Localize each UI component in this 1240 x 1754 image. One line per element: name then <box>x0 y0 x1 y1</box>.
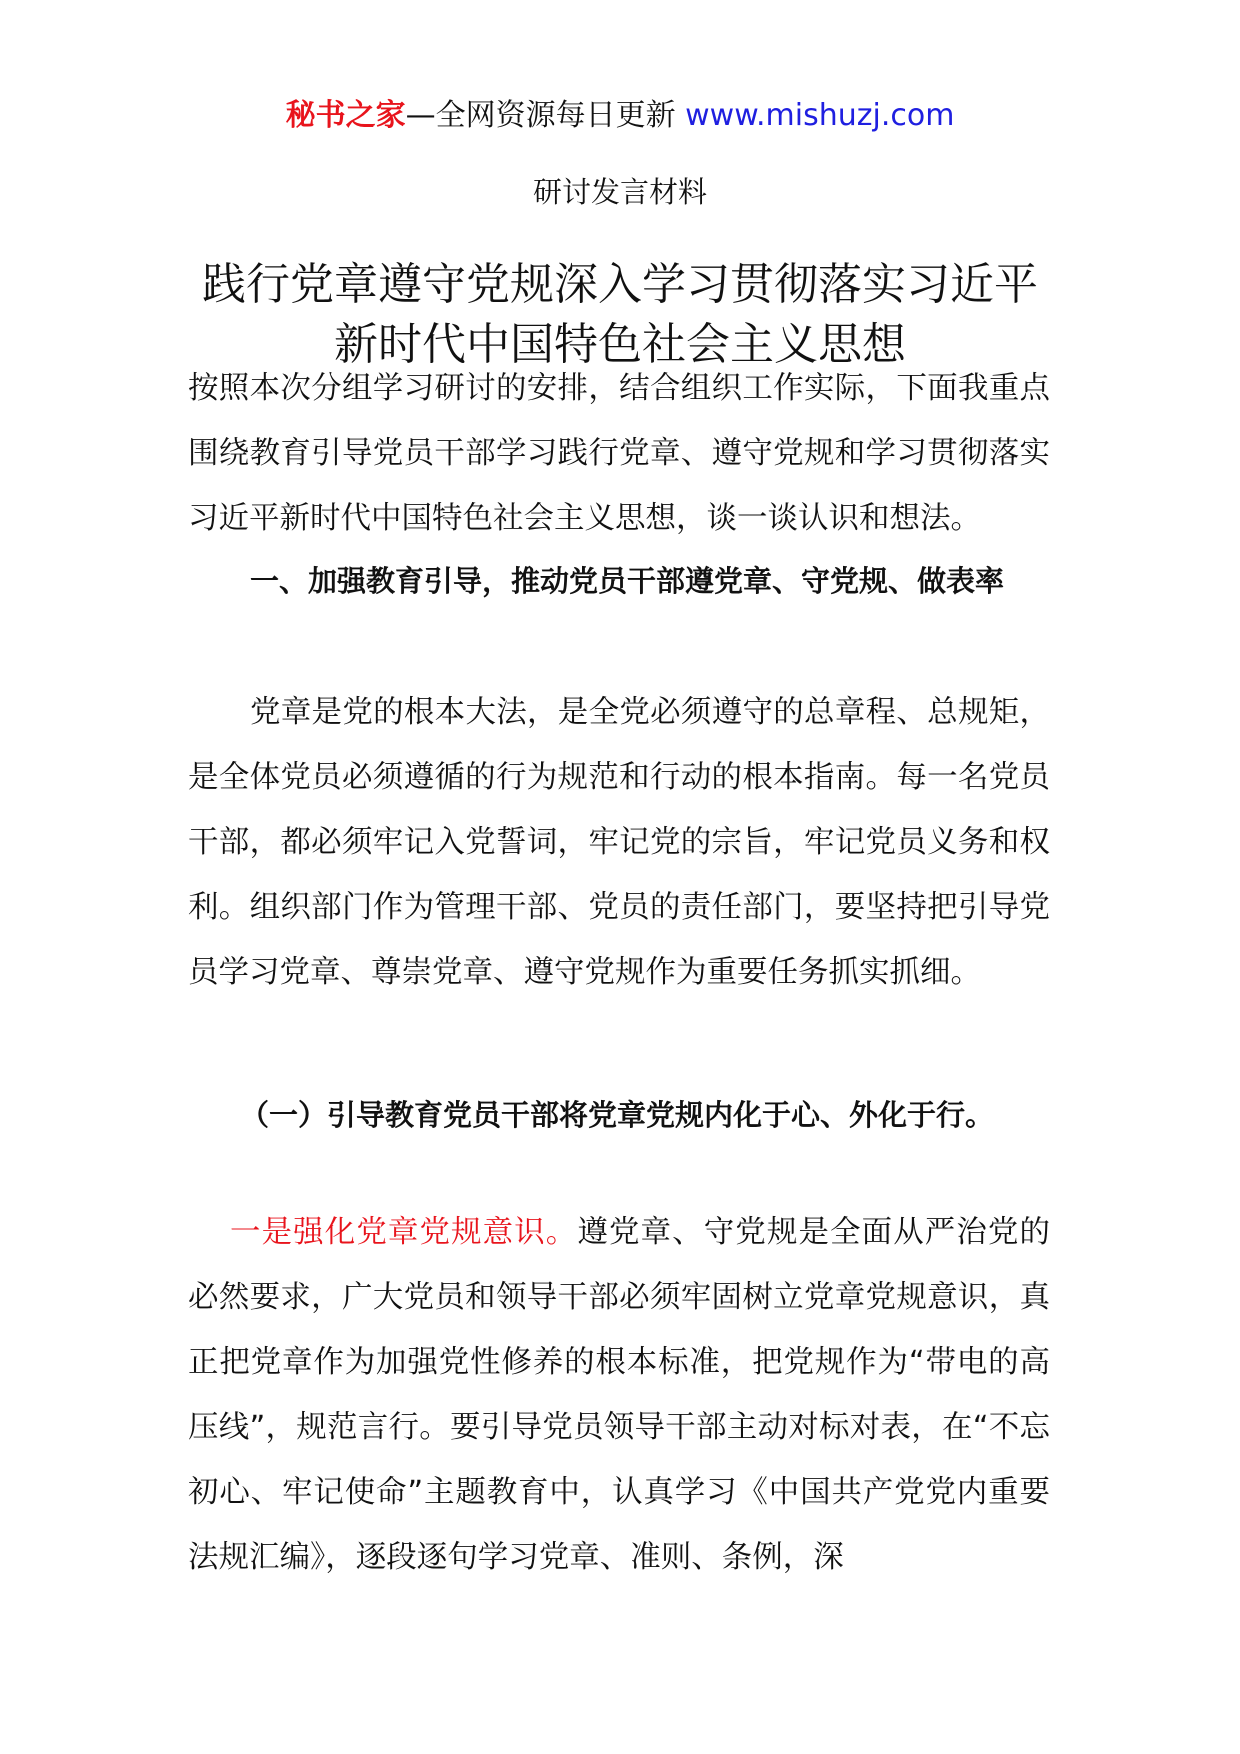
site-tagline: —全网资源每日更新 <box>405 98 686 133</box>
section-body-paragraph: 党章是党的根本大法，是全党必须遵守的总章程、总规矩，是全体党员必须遵循的行为规范和行动的根本指南。每一名党员干部，都必须牢记入党誓词，牢记党的宗旨，牢记党员义务和权利。组织部门作为管理干部、党员的责任部门，要坚持把引导党员学习党章、尊崇党章、遵守党规作为重要任务抓实抓细。 <box>188 695 1050 990</box>
section-heading: 一、加强教育引导，推动党员干部遵党章、守党规、做表率 <box>250 564 1005 598</box>
watermark-header <box>0 96 1240 136</box>
subsection-heading: （一）引导教育党员干部将党章党规内化于心、外化于行。 <box>240 1098 995 1132</box>
site-brand: 秘书之家 <box>285 98 406 133</box>
intro-paragraph: 按照本次分组学习研讨的安排，结合组织工作实际，下面我重点围绕教育引导党员干部学习践行党章、遵守党规和学习贯彻落实习近平新时代中国特色社会主义思想，谈一谈认识和想法。 <box>188 371 1050 536</box>
point-body-text: 遵党章、守党规是全面从严治党的必然要求，广大党员和领导干部必须牢固树立党章党规意识，真正把党章作为加强党性修养的根本标准，把党规作为“带电的高压线”，规范言行。要引导党员领导干部主动对标对表，在“不忘初心、牢记使命”主题教育中，认真学习《中国共产党党内重要法规汇编》，逐段逐句学习党章、准则、条例，深 <box>188 1215 1051 1575</box>
point-paragraph <box>188 1200 1050 1590</box>
document-type-label: 研讨发言材料 <box>532 175 707 209</box>
point-lead-emphasis: 一是强化党章党规意识。 <box>230 1215 578 1250</box>
document-title: 践行党章遵守党规深入学习贯彻落实习近平新时代中国特色社会主义思想 <box>202 259 1038 371</box>
site-url-link[interactable]: www.mishuzj.com <box>685 98 955 133</box>
